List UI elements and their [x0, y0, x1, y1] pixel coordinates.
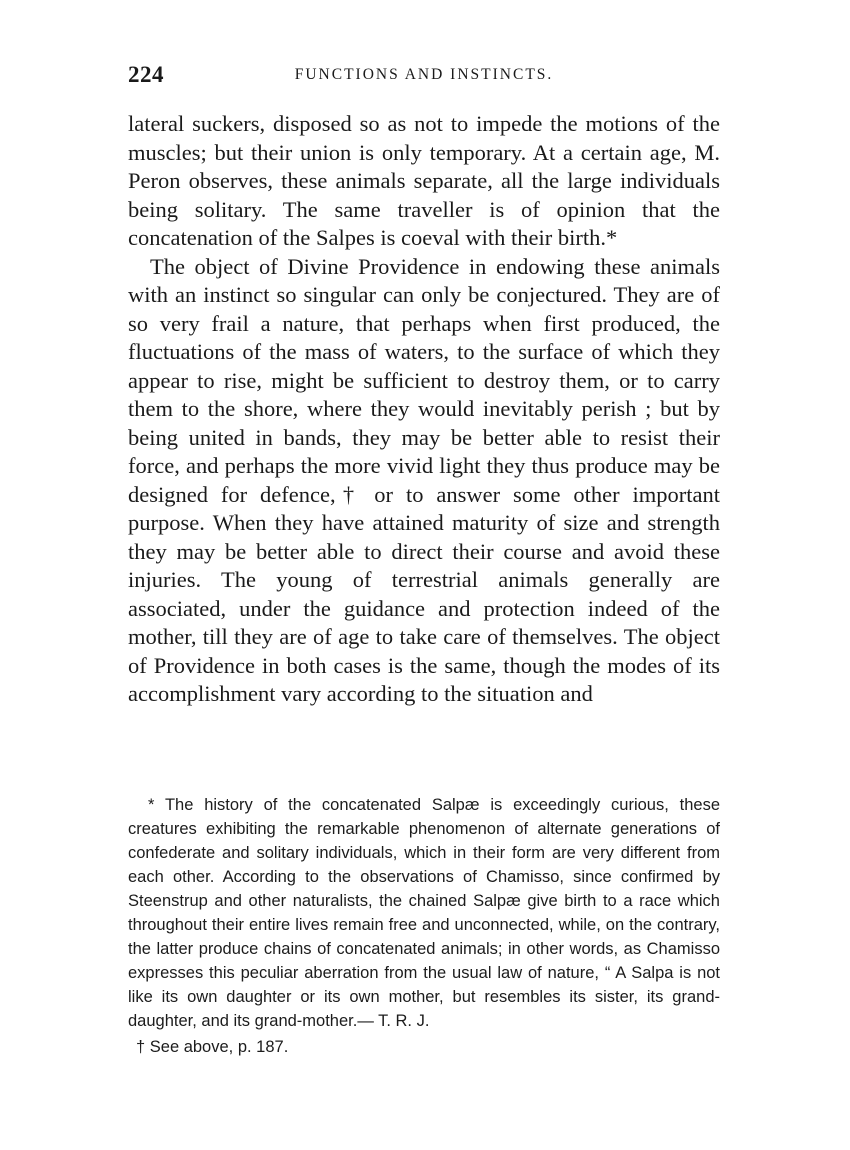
body-text: [128, 110, 720, 709]
footnotes: [128, 793, 720, 1059]
footnote-dagger: † See above, p. 187.: [136, 1038, 289, 1056]
footnote-salpae: * The history of the concatenated Salpæ is exceedingly curious, these creatures exhibiting the remarkable phenomenon of alternate generations of confederate and solitary individuals, which in their form are very different from each other. According to the observations of Chamisso, since confirmed by Steenstrup and other naturalists, the chained Salpæ give birth to a race which throughout their entire lives remain free and unconnected, while, on the contrary, the latter produce chains of concatenated animals; in other words, as Chamisso expresses this peculiar aberration from the usual law of nature, “ A Salpa is not like its own daughter or its own mother, but resembles its sister, its grand-daughter, and its grand-mother.— T. R. J.: [128, 796, 720, 1030]
paragraph-continued: lateral suckers, disposed so as not to impede the motions of the muscles; but their union is only temporary. At a certain age, M. Peron observes, these animals separate, all the large individuals being solitary. The same traveller is of opinion that the concatenation of the Salpes is coeval with their birth.*: [128, 111, 720, 250]
running-head: FUNCTIONS AND INSTINCTS.: [294, 66, 554, 83]
paragraph: The object of Divine Providence in endowing these animals with an instinct so singular can only be conjectured. They are of so very frail a nature, that perhaps when first produced, the fluctuations of the mass of waters, to the surface of which they appear to rise, might be sufficient to destroy them, or to carry them to the shore, where they would inevitably perish ; but by being united in bands, they may be better able to resist their force, and perhaps the more vivid light they thus produce may be designed for defence,† or to answer some other important purpose. When they have attained maturity of size and strength they may be better able to direct their course and avoid these injuries. The young of terrestrial animals generally are associated, under the guidance and protection indeed of the mother, till they are of age to take care of themselves. The object of Providence in both cases is the same, though the modes of its accomplishment vary according to the situation and: [128, 253, 720, 706]
page-number: 224: [128, 62, 164, 87]
page-header: [128, 62, 720, 88]
